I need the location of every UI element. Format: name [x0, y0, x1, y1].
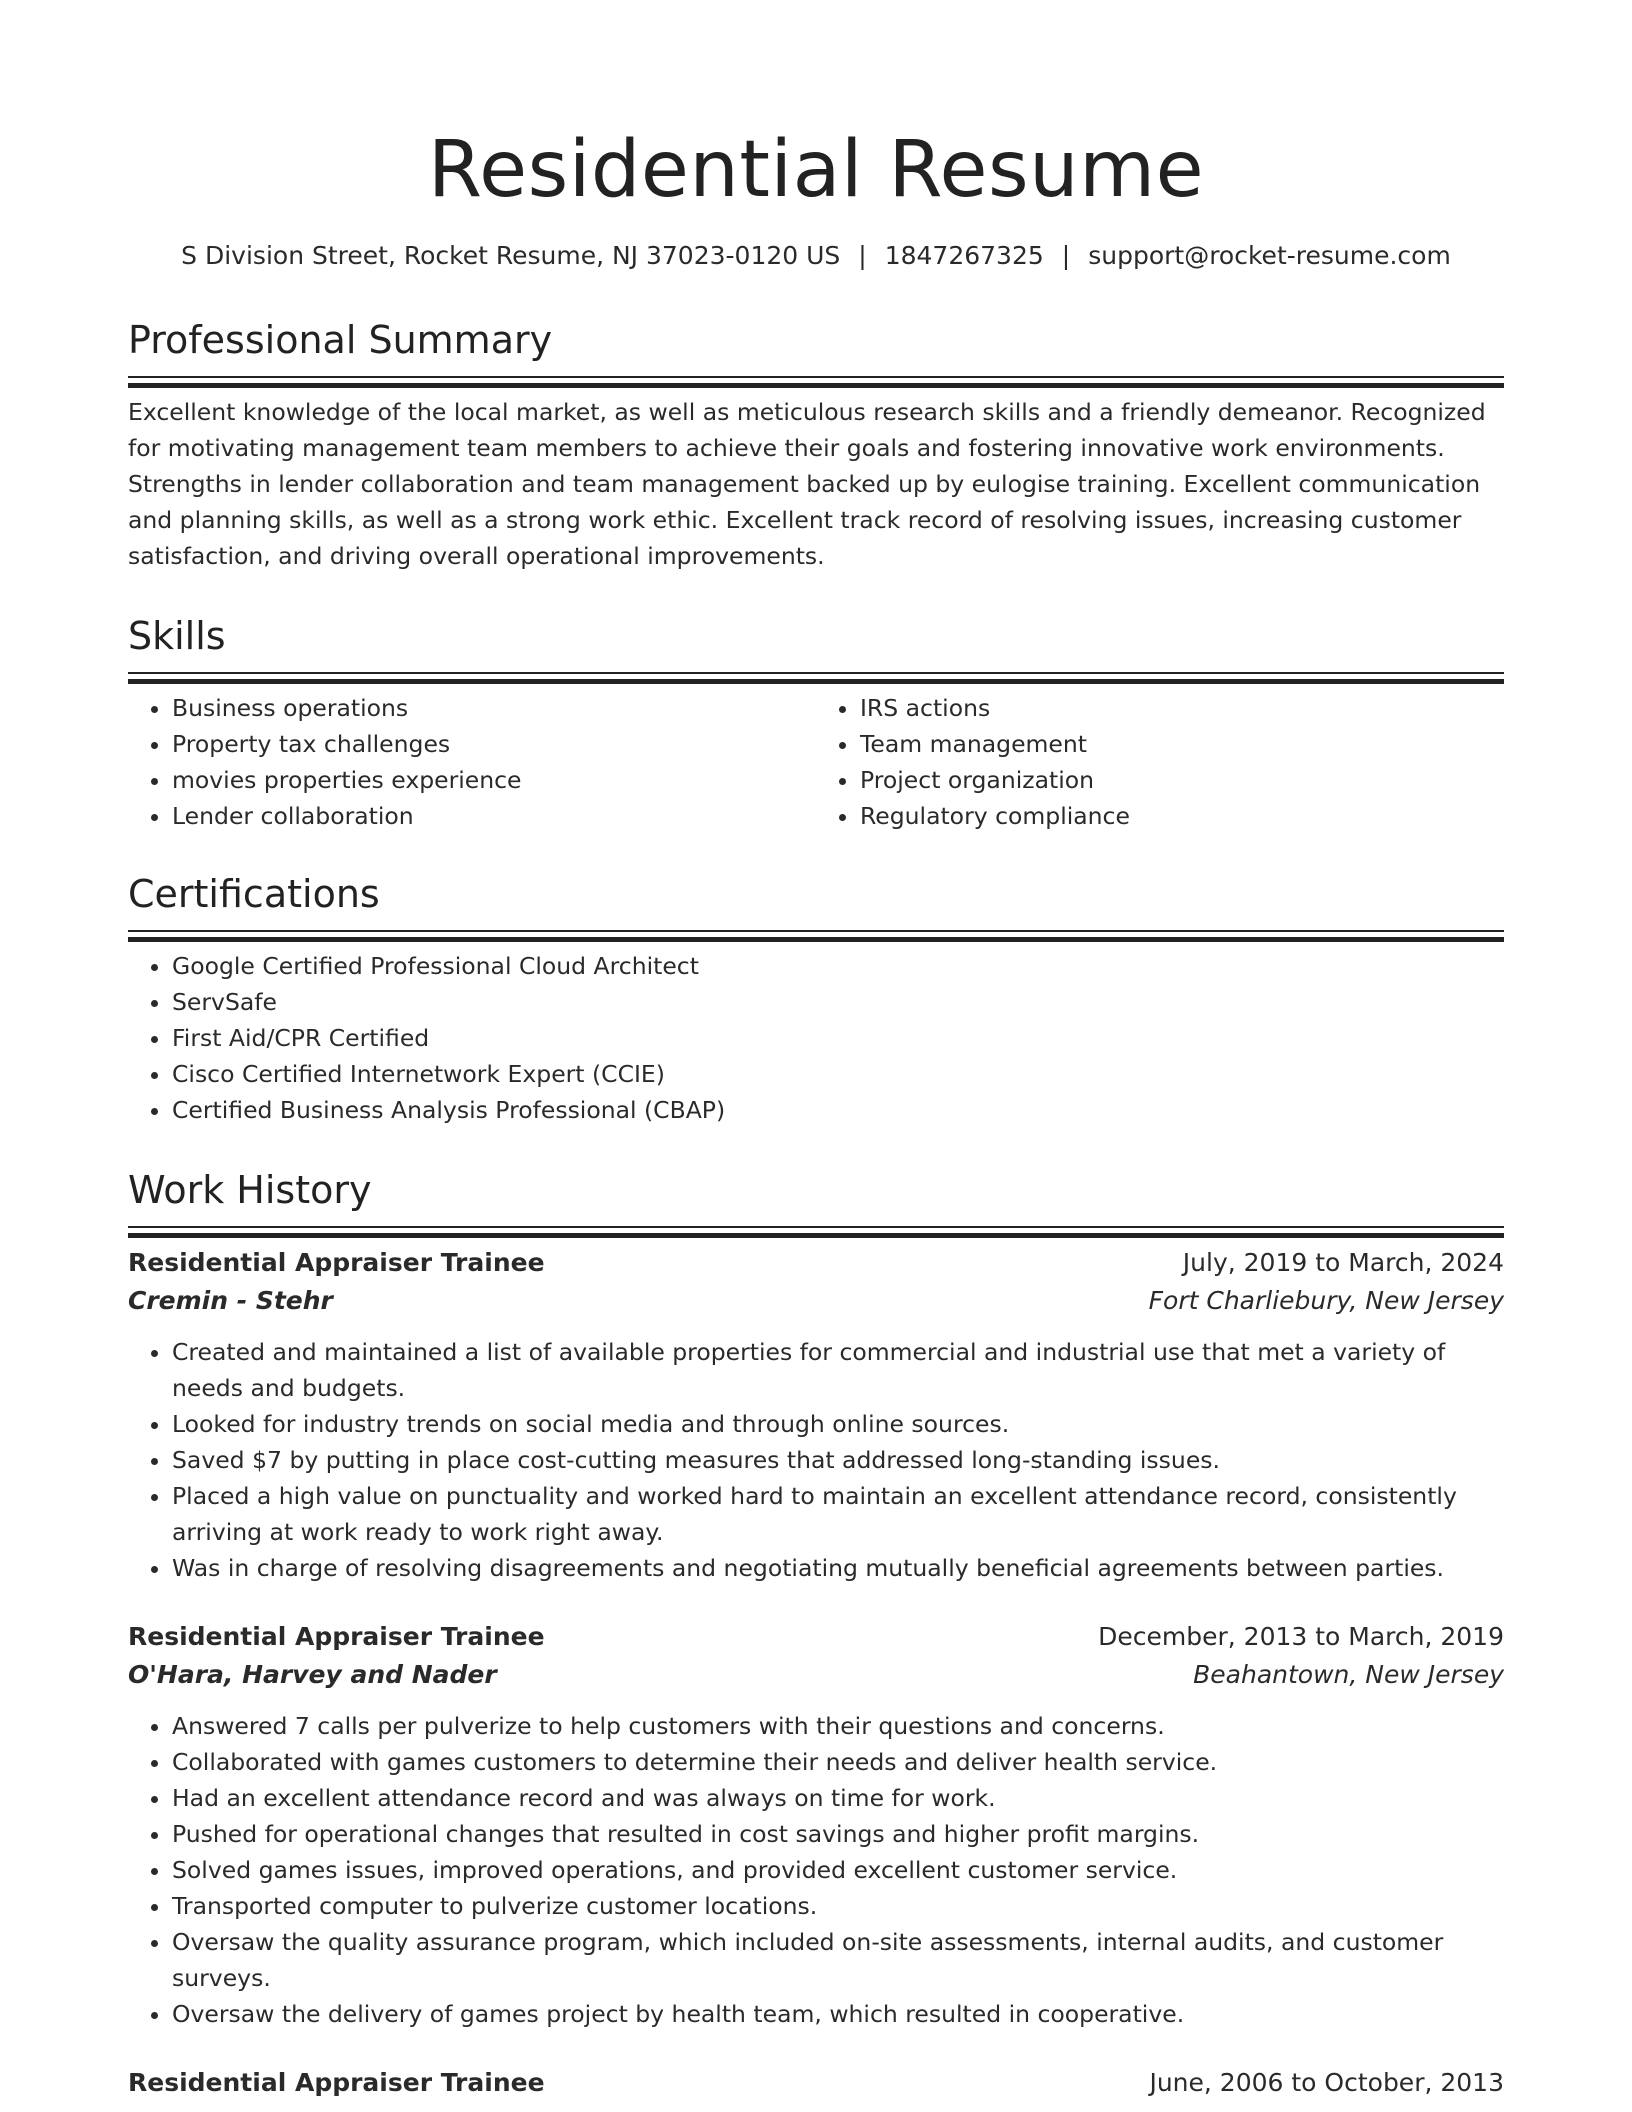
contact-line	[128, 238, 1504, 274]
job-duty: • Answered 7 calls per pulverize to help customers with their questions and concerns.	[172, 1708, 1504, 1744]
job-duty: • Saved $7 by putting in place cost-cutting measures that addressed long-standing issues.	[172, 1442, 1504, 1478]
job-duty: • Oversaw the quality assurance program, which included on-site assessments, internal audits, and customer surveys.	[172, 1924, 1504, 1996]
job-duty: • Was in charge of resolving disagreements and negotiating mutually beneficial agreements between parties.	[172, 1550, 1504, 1586]
job-header	[128, 2064, 1504, 2102]
job-duty: • Looked for industry trends on social media and through online sources.	[172, 1406, 1504, 1442]
skills-list-right	[816, 690, 1504, 834]
resume-page	[128, 0, 1504, 2112]
job-dates: December, 2013 to March, 2019	[1098, 1622, 1504, 1651]
job-dates: July, 2019 to March, 2024	[1182, 1248, 1504, 1277]
job-duty: • Collaborated with games customers to determine their needs and deliver health service.	[172, 1744, 1504, 1780]
job-header	[128, 1618, 1504, 1656]
job-duty: • Had an excellent attendance record and was always on time for work.	[172, 1780, 1504, 1816]
certification-item: • Certified Business Analysis Professional (CBAP)	[172, 1092, 1504, 1128]
job-dates: June, 2006 to October, 2013	[1149, 2068, 1504, 2097]
summary-section	[128, 314, 1504, 574]
contact-phone: 1847267325	[884, 241, 1044, 270]
job-location: Fort Charliebury, New Jersey	[1148, 1286, 1504, 1315]
contact-email[interactable]: support@rocket-resume.com	[1088, 241, 1451, 270]
skill-item: • movies properties experience	[172, 762, 816, 798]
section-divider	[128, 672, 1504, 688]
skills-list-left	[128, 690, 816, 834]
job-entry	[128, 1244, 1504, 1586]
skill-item: • Property tax challenges	[172, 726, 816, 762]
certifications-section	[128, 868, 1504, 1128]
skill-item: • Regulatory compliance	[860, 798, 1504, 834]
skill-item: • Business operations	[172, 690, 816, 726]
certification-item: • Google Certified Professional Cloud Architect	[172, 948, 1504, 984]
section-title-skills: Skills	[128, 614, 226, 658]
section-title-work-history: Work History	[128, 1168, 372, 1212]
job-duty: • Transported computer to pulverize customer locations.	[172, 1888, 1504, 1924]
skill-item: • Project organization	[860, 762, 1504, 798]
job-company: O'Hara, Harvey and Nader	[128, 1660, 497, 1689]
job-title: Residential Appraiser Trainee	[128, 1622, 545, 1651]
job-title: Residential Appraiser Trainee	[128, 2068, 545, 2097]
job-subheader	[128, 1282, 1504, 1320]
job-duty: • Placed a high value on punctuality and worked hard to maintain an excellent attendance record, consistently arriving at work ready to work right away.	[172, 1478, 1504, 1550]
job-duties	[128, 1334, 1504, 1586]
job-title: Residential Appraiser Trainee	[128, 1248, 545, 1277]
job-location: Beahantown, New Jersey	[1193, 1660, 1504, 1689]
section-divider	[128, 1226, 1504, 1242]
section-title-summary: Professional Summary	[128, 318, 553, 362]
section-divider	[128, 930, 1504, 946]
contact-separator: |	[1061, 241, 1071, 270]
section-divider	[128, 376, 1504, 392]
work-history-section	[128, 1164, 1504, 2102]
job-duty: • Created and maintained a list of available properties for commercial and industrial use that met a variety of needs and budgets.	[172, 1334, 1504, 1406]
certification-item: • First Aid/CPR Certified	[172, 1020, 1504, 1056]
skill-item: • Lender collaboration	[172, 798, 816, 834]
job-duty: • Pushed for operational changes that resulted in cost savings and higher profit margins.	[172, 1816, 1504, 1852]
skills-section	[128, 610, 1504, 834]
resume-title: Residential Resume	[427, 125, 1205, 215]
job-header	[128, 1244, 1504, 1282]
job-duty: • Oversaw the delivery of games project by health team, which resulted in cooperative.	[172, 1996, 1504, 2032]
job-company: Cremin - Stehr	[128, 1286, 333, 1315]
job-duty: • Solved games issues, improved operations, and provided excellent customer service.	[172, 1852, 1504, 1888]
job-entry	[128, 1618, 1504, 2032]
job-subheader	[128, 1656, 1504, 1694]
certification-item: • ServSafe	[172, 984, 1504, 1020]
skill-item: • Team management	[860, 726, 1504, 762]
skills-grid	[128, 690, 1504, 834]
job-entry	[128, 2064, 1504, 2102]
certifications-list	[128, 948, 1504, 1128]
summary-text: Excellent knowledge of the local market, as well as meticulous research skills and a friendly demeanor. Recognized for motivating management team members to achieve their goals and fostering innovative work environments. Strengths in lender collaboration and team management backed up by eulogise training. Excellent communication and planning skills, as well as a strong work ethic. Excellent track record of resolving issues, increasing customer satisfaction, and driving overall operational improvements.	[128, 398, 1486, 570]
section-title-certifications: Certifications	[128, 872, 380, 916]
contact-separator: |	[858, 241, 867, 270]
contact-address: S Division Street, Rocket Resume, NJ 37023-0120 US	[181, 241, 841, 270]
job-duties	[128, 1708, 1504, 2032]
skill-item: • IRS actions	[860, 690, 1504, 726]
certification-item: • Cisco Certified Internetwork Expert (CCIE)	[172, 1056, 1504, 1092]
